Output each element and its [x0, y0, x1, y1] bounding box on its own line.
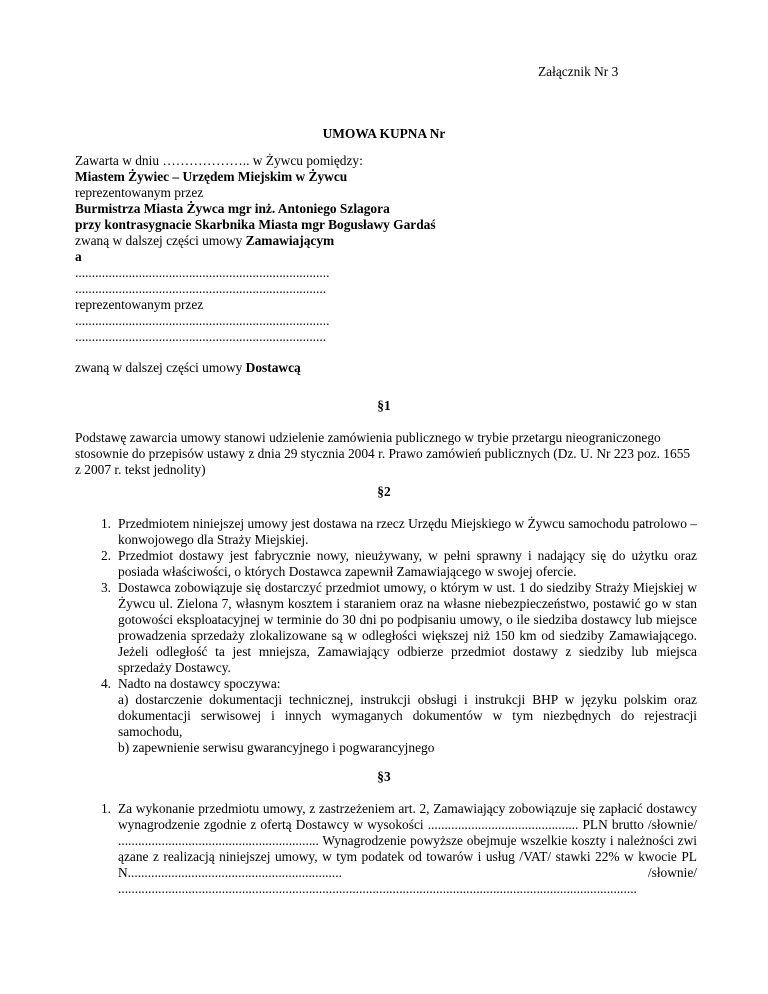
- list-item: [75, 580, 697, 676]
- ordering-party-term: Zamawiającym: [245, 233, 335, 248]
- section-1-heading: §1: [377, 398, 391, 413]
- party1-name: Miastem Żywiec – Urzędem Miejskim w Żywcu: [75, 169, 348, 184]
- item-text: Przedmiotem niniejszej umowy jest dostawa na rzecz Urzędu Miejskiego w Żywcu samochodu patrolowo – konwojowego dla Straży Miejskiej.: [118, 516, 697, 547]
- dotted-line-4: ...........................................................................: [75, 329, 327, 344]
- item-number: 2.: [100, 548, 111, 563]
- ordering-party-line: [75, 233, 334, 249]
- dotted-line-3: ............................................................................: [75, 313, 330, 328]
- section-2-list: [75, 516, 697, 756]
- and-conjunction: a: [75, 249, 82, 264]
- dotted-line-2: ...........................................................................: [75, 281, 327, 296]
- item-number: 1.: [100, 516, 111, 531]
- contract-title: UMOWA KUPNA Nr: [322, 126, 446, 141]
- section-3-heading: §3: [377, 769, 391, 784]
- represented-by-label-2: reprezentowanym przez: [75, 297, 204, 312]
- sub-item-b: b) zapewnienie serwisu gwarancyjnego i pogwarancyjnego: [118, 740, 435, 755]
- called-prefix-2: zwaną w dalszej części umowy: [75, 360, 246, 375]
- item-text: Dostawca zobowiązuje się dostarczyć przedmiot umowy, o którym w ust. 1 do siedziby Straży Miejskiej w Żywcu ul. Zielona 7, własnym kosztem i staraniem oraz na własne niebezpieczeństwo, postawić go w stan gotowości eksploatacyjnej w terminie do 30 dni po podpisaniu umowy, o ile siedziba dostawcy lub miejsce prowadzenia sprzedaży zlokalizowane są w odległości większej niż 150 km od siedziby Zamawiającego. Jeżeli odległość ta jest mniejsza, Zamawiający odbierze przedmiot dostawy z siedziby lub miejsca sprzedaży Dostawcy.: [118, 580, 697, 675]
- represented-by-label: reprezentowanym przez: [75, 185, 204, 200]
- item-number: 3.: [100, 580, 111, 595]
- called-prefix: zwaną w dalszej części umowy: [75, 233, 246, 248]
- supplier-line: [75, 360, 301, 376]
- supplier-term: Dostawcą: [245, 360, 301, 375]
- item-text: Przedmiot dostawy jest fabrycznie nowy, nieużywany, w pełni sprawny i nadający się do użytku oraz posiada właściwości, o których Dostawca zapewnił Zamawiającego w swojej ofercie.: [118, 548, 697, 579]
- section-3-list: [75, 801, 697, 897]
- attachment-label: Załącznik Nr 3: [538, 64, 619, 79]
- section-2-heading: §2: [377, 484, 391, 499]
- list-item: [75, 676, 697, 756]
- mayor-name: Burmistrza Miasta Żywca mgr inż. Antoniego Szlagora: [75, 201, 390, 216]
- item-text: Nadto na dostawcy spoczywa:: [118, 676, 281, 691]
- item-text: Za wykonanie przedmiotu umowy, z zastrzeżeniem art. 2, Zamawiający zobowiązuje się zapłacić dostawcy wynagrodzenie zgodnie z ofertą Dostawcy w wysokości ............................................. PLN brutto /słownie/ ............................................................ Wynagrodzenie powyższe obejmuje wszelkie koszty i należności związane z realizacją niniejszej umowy, w tym podatek od towarów i usług /VAT/ stawki 22% w kwocie PLN................................................................ /słownie/ ...........................................................................................................................................................: [118, 801, 697, 896]
- list-item: [75, 516, 697, 548]
- section-1-text: Podstawę zawarcia umowy stanowi udzielenie zamówienia publicznego w trybie przetargu nieograniczonego stosownie do przepisów ustawy z dnia 29 stycznia 2004 r. Prawo zamówień publicznych (Dz. U. Nr 223 poz. 1655 z 2007 r. tekst jednolity): [75, 430, 691, 477]
- sub-item-a: a) dostarczenie dokumentacji technicznej, instrukcji obsługi i instrukcji BHP w języku polskim oraz dokumentacji serwisowej i innych wymaganych dokumentów w tym niezbędnych do rejestracji samochodu,: [118, 692, 697, 739]
- dotted-line-1: ............................................................................: [75, 265, 330, 280]
- concluded-line: Zawarta w dniu ……………….. w Żywcu pomiędzy:: [75, 153, 363, 168]
- list-item: [75, 801, 697, 897]
- item-number: 4.: [100, 676, 111, 691]
- countersign-line: przy kontrasygnacie Skarbnika Miasta mgr Bogusławy Gardaś: [75, 217, 436, 232]
- list-item: [75, 548, 697, 580]
- item-number: 1.: [100, 801, 111, 816]
